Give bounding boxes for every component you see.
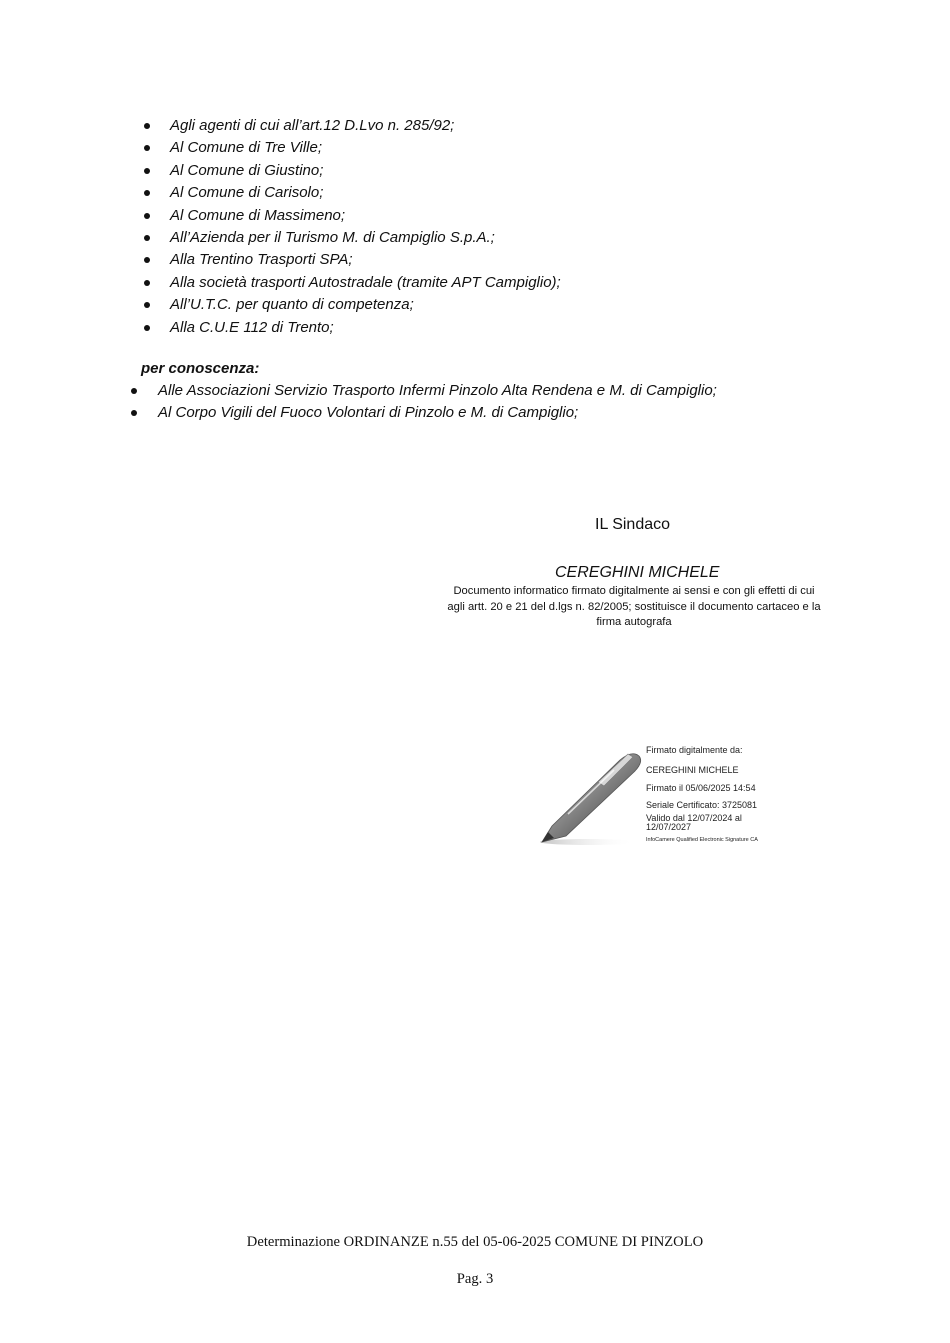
list-item: Al Comune di Massimeno; — [170, 205, 561, 227]
note-line: agli artt. 20 e 21 del d.lgs n. 82/2005; sostituisce il documento cartaceo e la — [447, 600, 821, 613]
bullet-icon — [144, 325, 150, 331]
list-item: Agli agenti di cui all’art.12 D.Lvo n. 285/92; — [170, 115, 561, 137]
bullet-icon — [131, 410, 137, 416]
pen-icon — [538, 748, 644, 848]
stamp-valid-to: 12/07/2027 — [646, 822, 692, 832]
bullet-icon — [144, 302, 150, 308]
note-line: Documento informatico firmato digitalmente ai sensi e con gli effetti di cui — [453, 585, 815, 597]
bullet-icon — [144, 190, 150, 196]
digital-signature-note — [426, 584, 842, 631]
stamp-signer: CEREGHINI MICHELE — [646, 765, 739, 775]
bullet-icon — [144, 123, 150, 129]
list-item: All’U.T.C. per quanto di competenza; — [170, 294, 561, 316]
recipients-list — [170, 115, 561, 339]
list-item: Alla C.U.E 112 di Trento; — [170, 317, 561, 339]
list-item: Al Corpo Vigili del Fuoco Volontari di Pinzolo e M. di Campiglio; — [158, 402, 717, 424]
list-item: Alla Trentino Trasporti SPA; — [170, 249, 561, 271]
list-item: Al Comune di Giustino; — [170, 160, 561, 182]
stamp-valid-from: Valido dal 12/07/2024 al — [646, 813, 742, 823]
page-number: Pag. 3 — [456, 1271, 494, 1287]
stamp-issuer: InfoCamere Qualified Electronic Signature CA — [646, 837, 758, 843]
list-item: Alle Associazioni Servizio Trasporto Infermi Pinzolo Alta Rendena e M. di Campiglio; — [158, 380, 717, 402]
signer-name: CEREGHINI MICHELE — [555, 564, 720, 581]
page-footer: Determinazione ORDINANZE n.55 del 05-06-2025 COMUNE DI PINZOLO — [246, 1234, 704, 1250]
bullet-icon — [144, 235, 150, 241]
stamp-signed-by-label: Firmato digitalmente da: — [646, 745, 743, 755]
stamp-signed-at: Firmato il 05/06/2025 14:54 — [646, 783, 756, 793]
signer-title: IL Sindaco — [595, 516, 671, 533]
list-item: Alla società trasporti Autostradale (tramite APT Campiglio); — [170, 272, 561, 294]
list-item: All’Azienda per il Turismo M. di Campiglio S.p.A.; — [170, 227, 561, 249]
cc-heading: per conoscenza: — [141, 360, 260, 377]
bullet-icon — [144, 168, 150, 174]
bullet-icon — [131, 388, 137, 394]
bullet-icon — [144, 257, 150, 263]
list-item: Al Comune di Tre Ville; — [170, 137, 561, 159]
bullet-icon — [144, 280, 150, 286]
note-line: firma autografa — [596, 616, 672, 629]
list-item: Al Comune di Carisolo; — [170, 182, 561, 204]
bullet-icon — [144, 213, 150, 219]
bullet-icon — [144, 145, 150, 151]
cc-list — [158, 380, 717, 425]
stamp-serial: Seriale Certificato: 3725081 — [646, 800, 758, 810]
